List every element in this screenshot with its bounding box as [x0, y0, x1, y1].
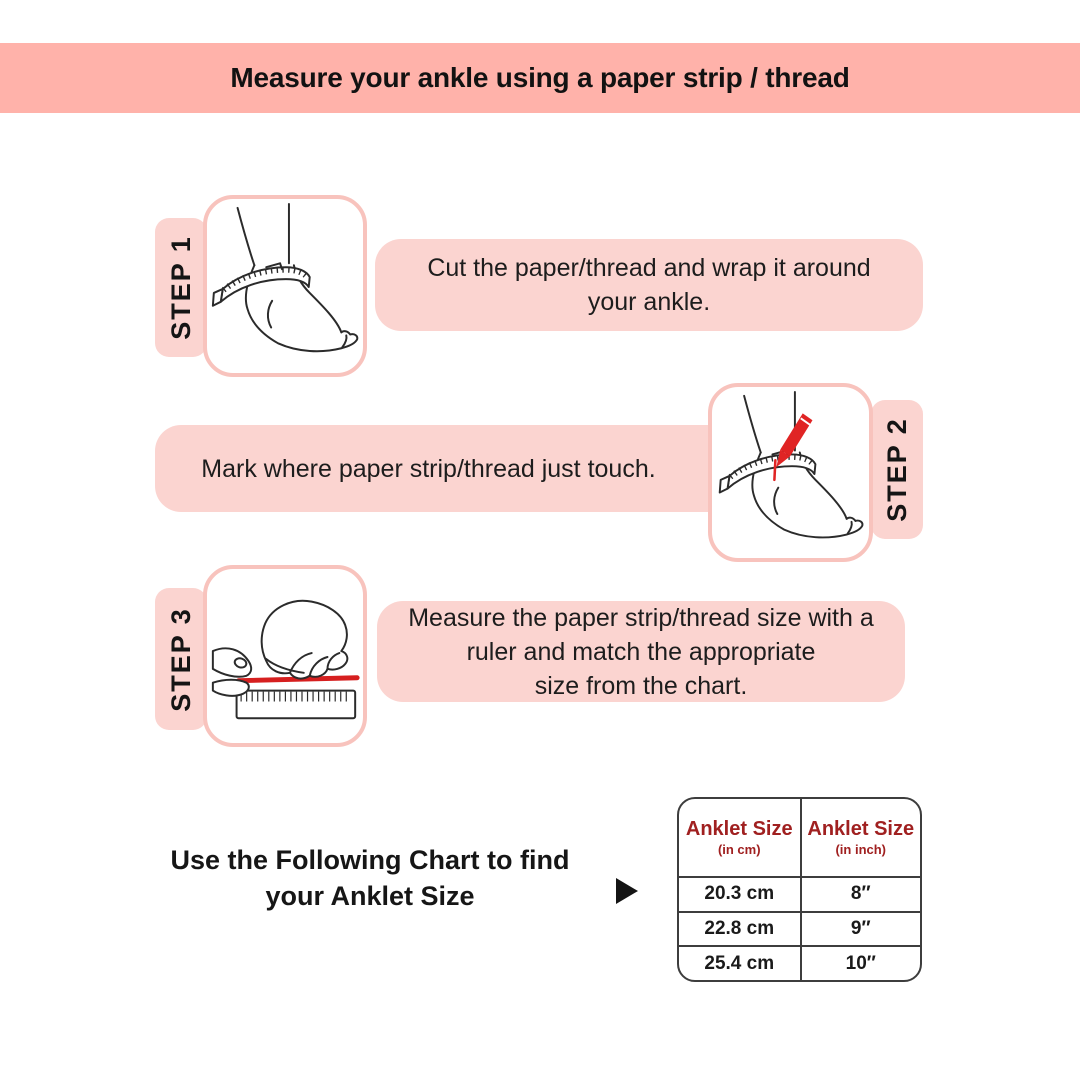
step-3-label: STEP 3	[165, 606, 196, 712]
step-2-text-line: Mark where paper strip/thread just touch.	[201, 454, 656, 483]
step-3-tab	[155, 588, 207, 730]
table-cell-cm	[679, 876, 800, 911]
inch-value: 8″	[850, 883, 871, 905]
table-header-subtitle: (in inch)	[835, 842, 887, 857]
table-cell-cm	[679, 911, 800, 946]
ankle-tape-pencil-icon	[716, 390, 866, 556]
step-3-instruction-bubble	[377, 601, 905, 702]
step-3-text-line: size from the chart.	[534, 671, 748, 700]
table-header-title: Anklet Size	[807, 818, 915, 840]
table-header-subtitle: (in cm)	[717, 842, 761, 857]
step-1-text-line: your ankle.	[587, 288, 711, 316]
step-2-label: STEP 2	[881, 417, 912, 522]
step-1-text-line: Cut the paper/thread and wrap it around	[427, 254, 871, 282]
inch-value: 10″	[845, 952, 876, 974]
step-3-text-line: ruler and match the appropriate	[466, 637, 816, 666]
chart-caption	[130, 842, 610, 914]
table-cell-cm	[679, 945, 800, 980]
step-2-illustration-card	[708, 383, 873, 562]
cm-value: 25.4 cm	[704, 952, 775, 974]
step-1-instruction-bubble	[375, 239, 923, 331]
step-1-illustration-card	[203, 195, 367, 377]
inch-value: 9″	[850, 917, 871, 939]
chart-caption-line: your Anklet Size	[265, 881, 475, 911]
page-title: Measure your ankle using a paper strip / thread	[230, 62, 850, 93]
step-3-text-line: Measure the paper strip/thread size with a	[408, 603, 874, 632]
chart-caption-line: Use the Following Chart to find	[170, 845, 570, 875]
cm-value: 22.8 cm	[704, 917, 775, 939]
table-cell-inch	[800, 876, 921, 911]
table-cell-inch	[800, 945, 921, 980]
cm-value: 20.3 cm	[704, 883, 775, 905]
step-1-tab	[155, 218, 207, 357]
right-arrow-icon	[616, 878, 638, 904]
step-2-tab	[871, 400, 923, 539]
anklet-size-table	[677, 797, 922, 982]
hand-ruler-icon	[210, 572, 360, 740]
ankle-tape-icon	[210, 202, 360, 370]
step-3-illustration-card	[203, 565, 367, 747]
table-header-cm	[679, 799, 800, 876]
title-banner	[0, 43, 1080, 113]
table-header-title: Anklet Size	[685, 818, 793, 840]
table-cell-inch	[800, 911, 921, 946]
step-1-label: STEP 1	[165, 235, 196, 340]
table-header-inch	[800, 799, 921, 876]
